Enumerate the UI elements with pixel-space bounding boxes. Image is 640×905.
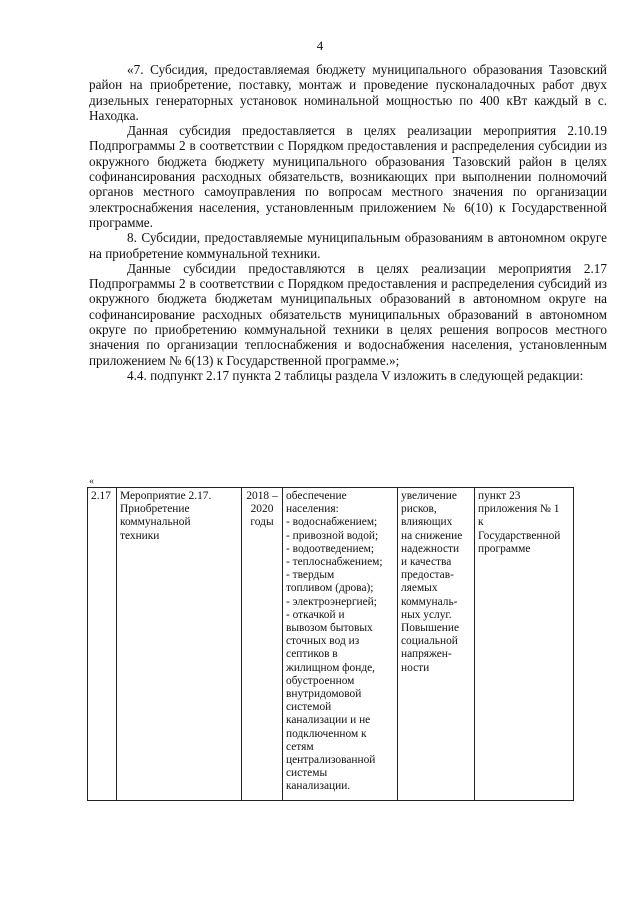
measure-name-line: Приобретение	[120, 503, 190, 516]
open-quote-mark: «	[89, 476, 94, 487]
provision-line: сточных вод из	[286, 635, 360, 648]
years-line: 2020	[250, 503, 274, 516]
measures-table	[87, 487, 574, 801]
provision-line: обустроенном	[286, 674, 355, 687]
effect-line: напряжен-	[401, 648, 452, 661]
effect-line: коммуналь-	[401, 595, 458, 608]
effect-line: ности	[401, 661, 430, 674]
provision-line: жилищном фонде,	[286, 661, 376, 674]
effect-line: надежности	[401, 542, 460, 555]
reference-line: к	[478, 516, 484, 529]
page-number: 4	[316, 38, 324, 53]
measure-name-line: техники	[120, 529, 160, 542]
provision-line: обеспечение	[286, 490, 347, 502]
document-body	[89, 62, 607, 383]
provision-line: топливом (дрова);	[286, 582, 374, 595]
cell-number: 2.17	[88, 488, 117, 801]
effect-line: Повышение	[401, 622, 460, 635]
years-line: 2018 –	[246, 490, 278, 502]
provision-line: системой	[286, 701, 332, 714]
effect-line: и качества	[401, 556, 452, 569]
provision-line: - электроэнергией;	[286, 595, 377, 608]
provision-line: внутридомовой	[286, 688, 362, 701]
provision-line: - привозной водой;	[286, 529, 379, 542]
paragraph-subsidy-7-details: Данная субсидия предоставляется в целях реализации мероприятия 2.10.19 Подпрограммы 2 в соответствии с Порядком предоставления и распределения субсидии из окружного бюджета бюджету муниципального образования Тазовский район в целях софинансирования расходных обязательств, возникающих при выполнении полномочий органов местного самоуправления по вопросам местного значения по организации электроснабжения населения, установленным приложением № 6(10) к Государственной программе.	[89, 123, 607, 230]
provision-line: населения:	[286, 503, 339, 516]
measure-name-line: Мероприятие 2.17.	[120, 490, 212, 502]
table-row	[88, 488, 574, 801]
effect-line: влияющих	[401, 516, 453, 529]
cell-reference	[475, 488, 574, 801]
effect-line: увеличение	[401, 490, 457, 502]
provision-line: - откачкой и	[286, 608, 345, 621]
provision-line: - водоснабжением;	[286, 516, 378, 529]
cell-years	[242, 488, 283, 801]
effect-line: рисков,	[401, 503, 437, 516]
effect-line: на снижение	[401, 529, 463, 542]
reference-line: программе	[478, 542, 531, 555]
provision-line: централизованной	[286, 754, 376, 767]
effect-line: предостав-	[401, 569, 454, 582]
provision-line: сетям	[286, 740, 314, 753]
provision-line: подключенном к	[286, 727, 367, 740]
paragraph-amendment-4-4: 4.4. подпункт 2.17 пункта 2 таблицы раздела V изложить в следующей редакции:	[127, 367, 584, 383]
years-line: годы	[250, 516, 274, 529]
provision-line: септиков в	[286, 648, 338, 661]
cell-provision	[283, 488, 398, 801]
provision-line: - водоотведением;	[286, 542, 375, 555]
provision-line: - теплоснабжением;	[286, 556, 383, 569]
paragraph-subsidy-7: «7. Субсидия, предоставляемая бюджету муниципального образования Тазовский район на приобретение, поставку, монтаж и проведение пусконаладочных работ двух дизельных генераторных установок номинальной мощностью по 400 кВт каждый в с. Находка.	[89, 62, 607, 123]
provision-line: канализации.	[286, 780, 351, 793]
provision-line: - твердым	[286, 569, 335, 582]
reference-line: приложения № 1	[478, 503, 560, 516]
provision-line: системы	[286, 767, 328, 780]
provision-line: канализации и не	[286, 714, 371, 727]
effect-line: ляемых	[401, 582, 438, 595]
effect-line: социальной	[401, 635, 458, 648]
reference-line: Государственной	[478, 529, 561, 542]
paragraph-subsidy-8-details: Данные субсидии предоставляются в целях реализации мероприятия 2.17 Подпрограммы 2 в соответствии с Порядком предоставления и распределения субсидий из окружного бюджета бюджетам муниципальных образований в автономном округе на софинансирование расходных обязательств муниципальных образований в автономном округе по приобретению коммунальной техники в целях решения вопросов местного значения по организации теплоснабжения и водоснабжения населения, установленным приложением № 6(13) к Государственной программе.»;	[89, 260, 607, 368]
effect-line: ных услуг.	[401, 608, 452, 621]
cell-effect	[398, 488, 475, 801]
reference-line: пункт 23	[478, 490, 521, 502]
measure-name-line: коммунальной	[120, 516, 191, 529]
provision-line: вывозом бытовых	[286, 622, 373, 635]
cell-measure-name	[117, 488, 242, 801]
paragraph-subsidy-8: 8. Субсидии, предоставляемые муниципальным образованиям в автономном округе на приобретение коммунальной техники.	[89, 230, 607, 261]
